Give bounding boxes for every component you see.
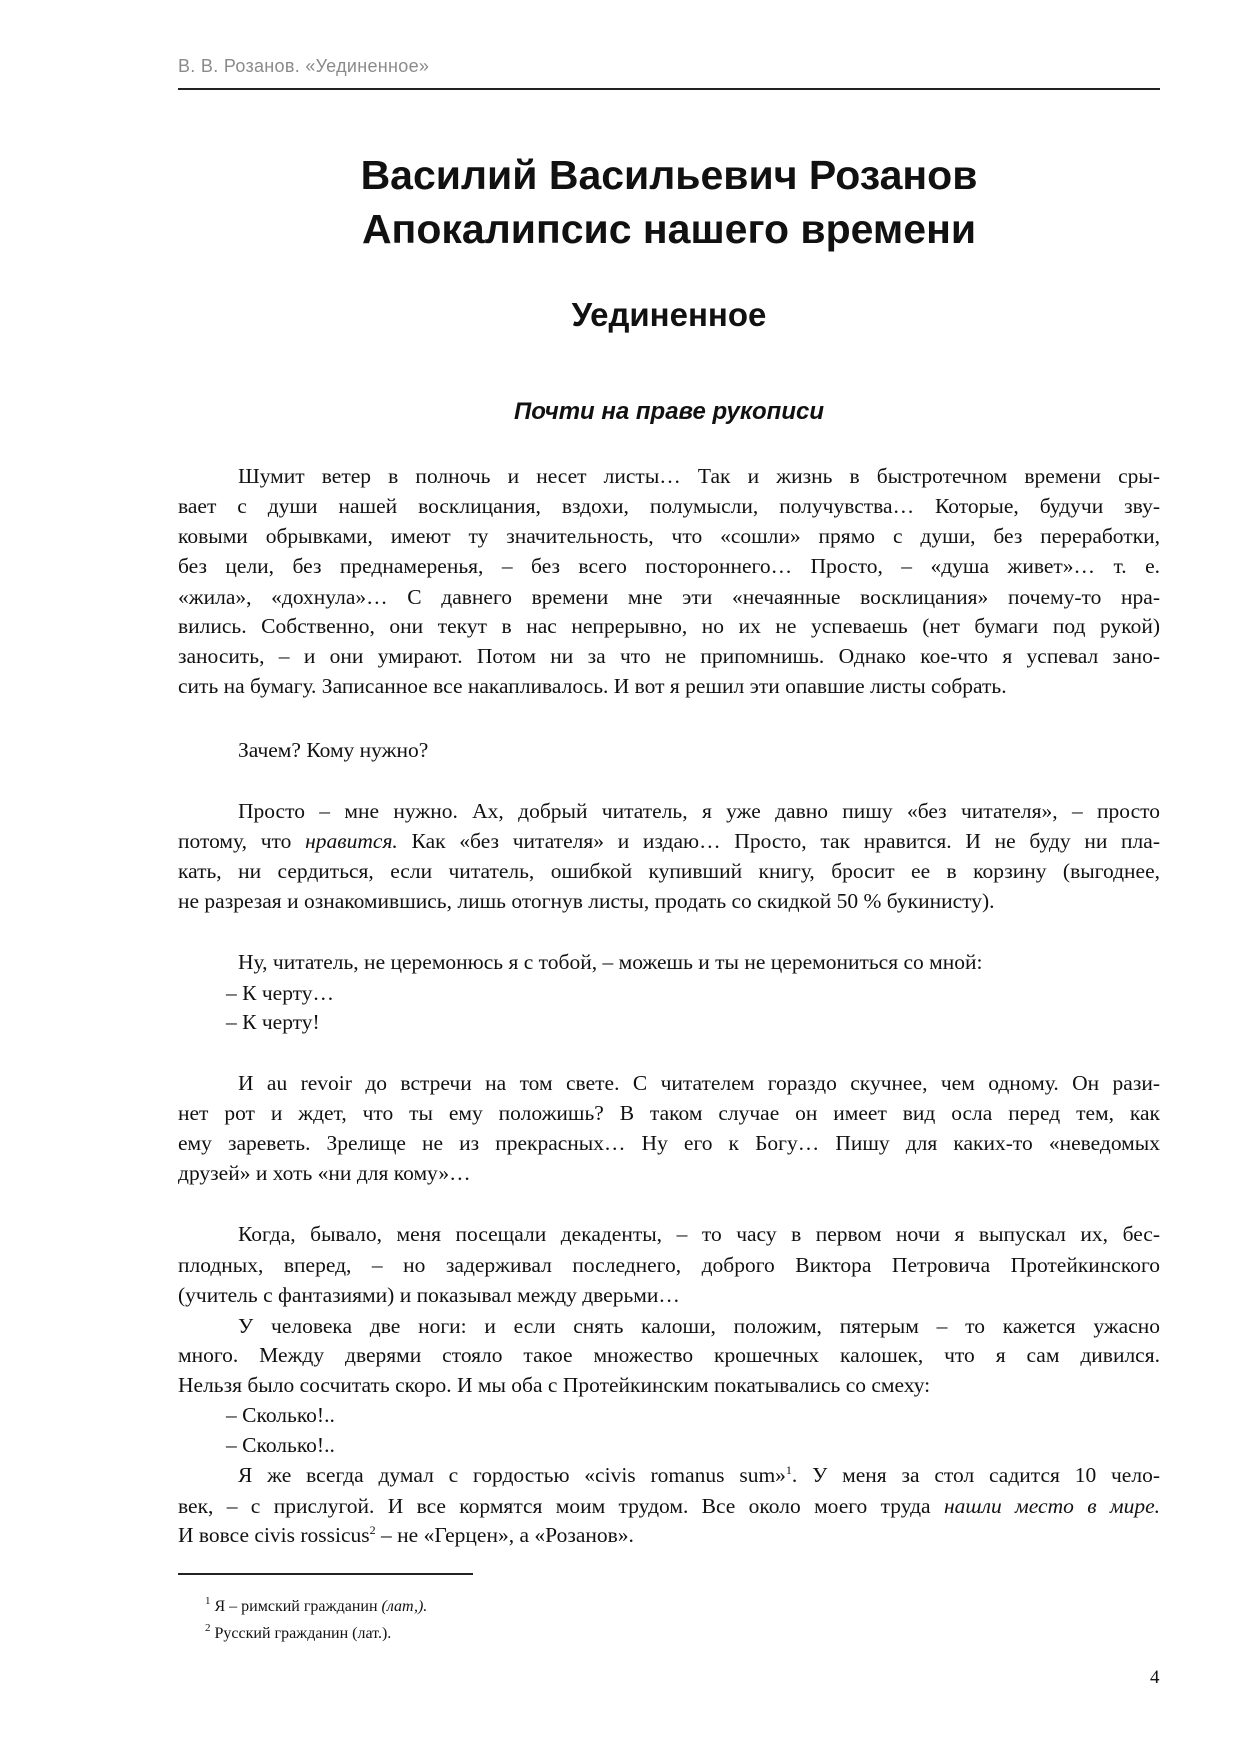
text-segment: Как «без читателя» и издаю… Просто, так нравится. И не буду ни пла- [397,829,1160,853]
text-line: заносить, – и они умирают. Потом ни за что не припомнишь. Однако кое-что я успевал зано- [178,644,1160,668]
text-line: Нельзя было сосчитать скоро. И мы оба с Протейкинским покатывались со смеху: [178,1373,931,1397]
footnote-rule [178,1573,473,1575]
text-line: без цели, без преднамеренья, – без всего постороннего… Просто, – «душа живет»… т. е. [178,554,1160,578]
text-line [178,826,1160,856]
footnote-reference: 2 [369,1523,376,1537]
section-title: Уединенное [571,296,767,333]
footnote-reference: 1 [785,1463,792,1477]
emphasis-text: нашли место в мире. [943,1494,1161,1518]
text-line: Когда, бывало, меня посещали декаденты, – то часу в первом ночи я выпускал их, бес- [238,1222,1160,1246]
text-line: не разрезая и ознакомившись, лишь отогнув листы, продать со скидкой 50 % букинисту). [178,889,995,913]
text-line: кать, ни сердиться, если читатель, ошибкой купивший книгу, бросит ее в корзину (выгоднее, [178,859,1160,883]
text-line: – К черту! [226,1010,320,1034]
text-line: – К черту… [226,981,335,1005]
text-line: – Сколько!.. [226,1433,335,1457]
text-line: Шумит ветер в полночь и несет листы… Так и жизнь в быстротечном времени сры- [238,464,1160,488]
running-header: В. В. Розанов. «Уединенное» [178,56,430,76]
text-line: вает с души нашей восклицания, вздохи, полумысли, получувства… Которые, будучи зву- [178,494,1160,518]
footnote-mark: 2 [205,1622,211,1634]
text-line: сить на бумагу. Записанное все накапливалось. И вот я решил эти опавшие листы собрать. [178,674,1007,698]
text-line: У человека две ноги: и если снять калоши, положим, пятерым – то кажется ужасно [238,1314,1160,1338]
text-line: «жила», «дохнула»… С давнего времени мне эти «нечаянные восклицания» почему-то нра- [178,585,1160,609]
text-line: вились. Собственно, они текут в нас непрерывно, но их не успеваешь (нет бумаги под рукой) [178,614,1160,638]
text-line: Зачем? Кому нужно? [238,738,429,762]
text-line: ковыми обрывками, имеют ту значительность, что «сошли» прямо с души, без переработки, [178,524,1160,548]
text-line: – Сколько!.. [226,1403,335,1427]
footnote-text: Я – римский гражданин [214,1598,382,1615]
text-line: плодных, вперед, – но задерживал последнего, доброго Виктора Петровича Протейкинского [178,1253,1160,1277]
text-segment: – не «Герцен», а «Розанов». [375,1523,634,1547]
text-segment: . У меня за стол садится 10 чело- [791,1463,1160,1487]
text-line: много. Между дверями стояло такое множество крошечных калошек, что я сам дивился. [178,1343,1160,1367]
text-line [238,1460,1160,1490]
text-line: Ну, читатель, не церемонюсь я с тобой, – можешь и ты не церемониться со мной: [238,950,983,974]
text-line: Просто – мне нужно. Ах, добрый читатель, я уже давно пишу «без читателя», – просто [238,799,1160,823]
text-segment: потому, что [178,829,306,853]
title-line-2: Апокалипсис нашего времени [361,206,977,252]
subsection-title: Почти на праве рукописи [513,398,825,425]
text-line [178,1520,1160,1550]
emphasis-text: нравится. [305,829,398,853]
text-segment: И вовсе civis rossicus [178,1523,370,1547]
text-line [178,1491,1160,1521]
header-rule [178,88,1160,90]
footnote-2 [205,1622,392,1643]
text-line: (учитель с фантазиями) и показывал между дверьми… [178,1283,680,1307]
title-line-1: Василий Васильевич Розанов [360,152,978,198]
footnote-text: Русский гражданин (лат.). [214,1625,392,1642]
text-segment: век, – с прислугой. И все кормятся моим трудом. Все около моего труда [178,1494,944,1518]
text-line: нет рот и ждет, что ты ему положишь? В таком случае он имеет вид осла перед тем, как [178,1101,1160,1125]
text-segment: Я же всегда думал с гордостью «civis romanus sum» [238,1463,786,1487]
footnote-mark: 1 [205,1595,211,1607]
footnote-1 [205,1595,428,1616]
text-line: ему зареветь. Зрелище не из прекрасных… Ну его к Богу… Пишу для каких-то «неведомых [178,1131,1160,1155]
footnote-emphasis: (лат,). [381,1598,428,1615]
text-line: друзей» и хоть «ни для кому»… [178,1161,471,1185]
text-line: И au revoir до встречи на том свете. С читателем гораздо скучнее, чем одному. Он рази- [238,1071,1160,1095]
page-number: 4 [1150,1667,1160,1688]
